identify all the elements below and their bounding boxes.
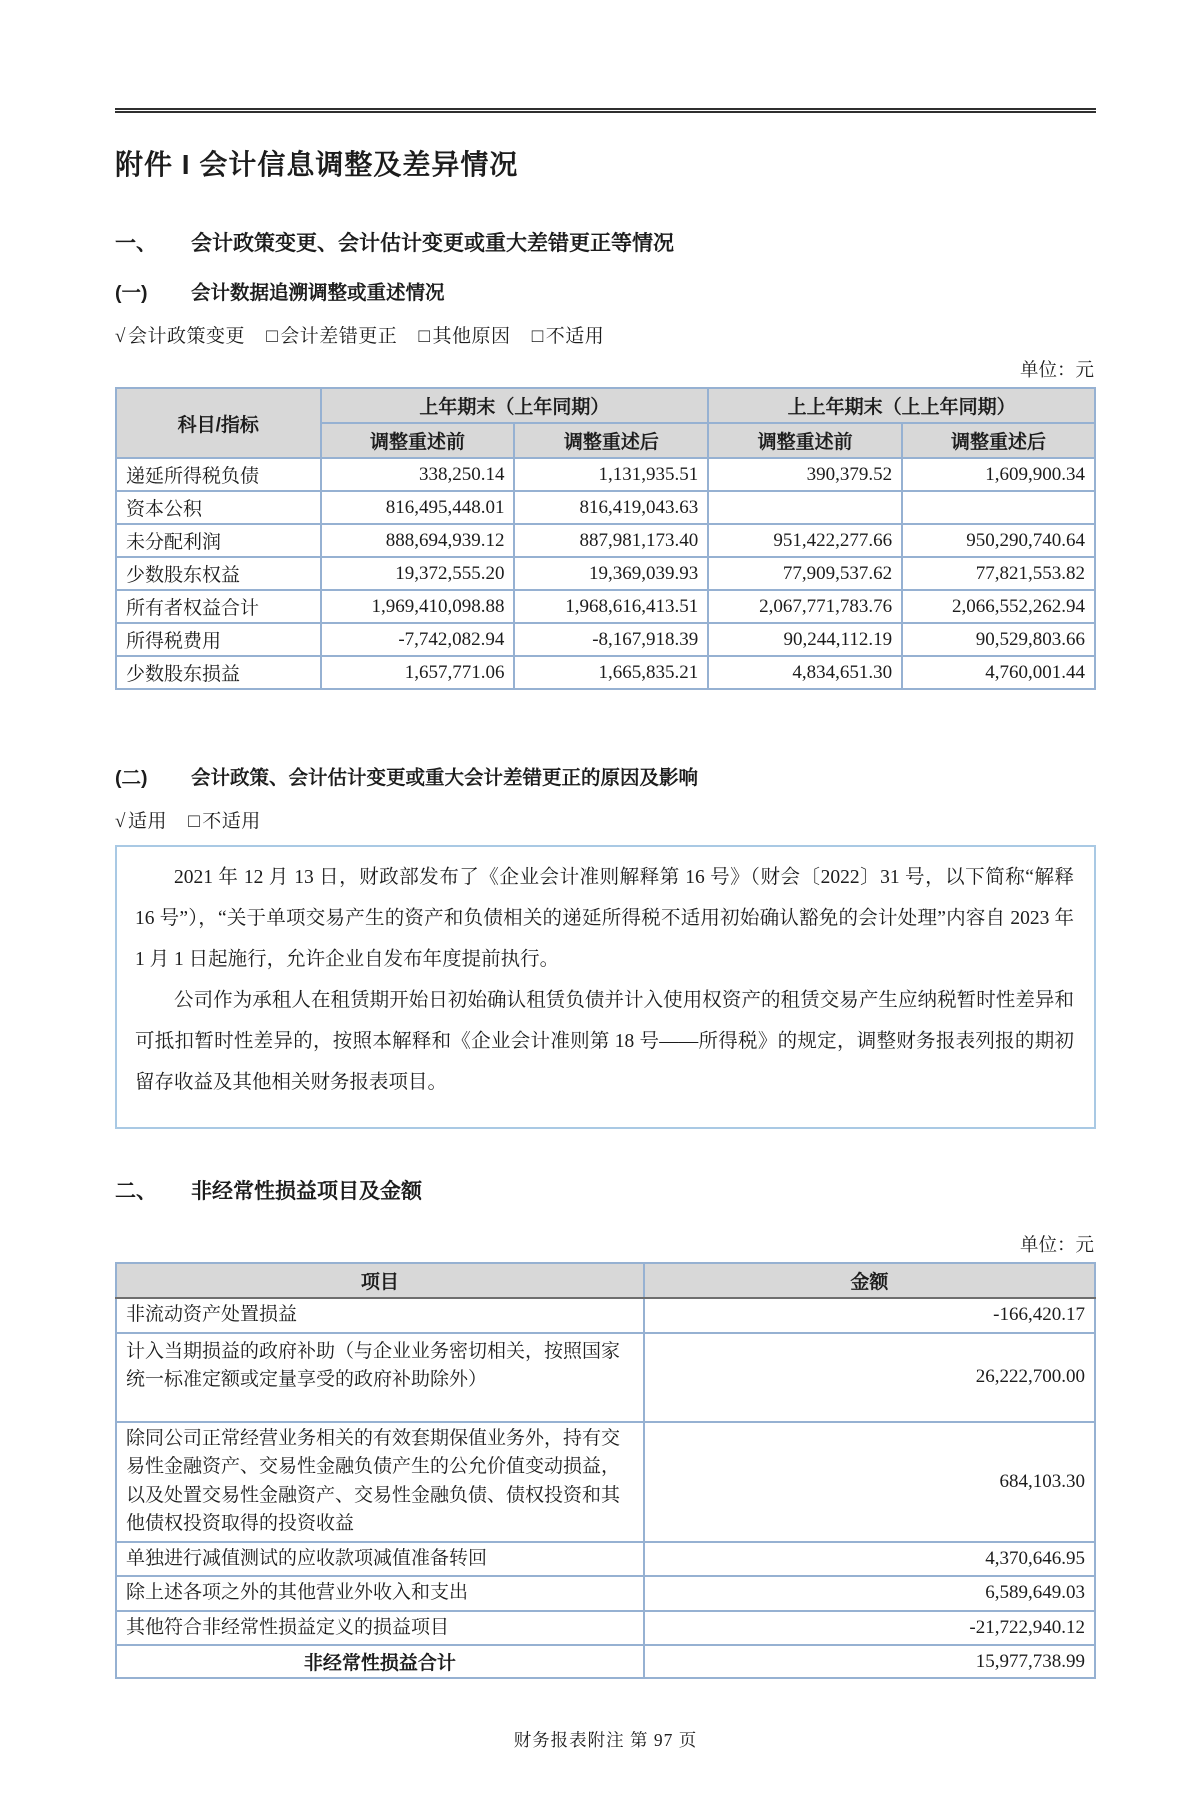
- cell-value: 1,131,935.51: [514, 458, 708, 491]
- cell-value: 1,969,410,098.88: [321, 590, 515, 623]
- table-row: [116, 557, 1095, 590]
- reason-paragraph: 2021 年 12 月 13 日，财政部发布了《企业会计准则解释第 16 号》（财会〔2022〕31 号，以下简称“解释 16 号”），“关于单项交易产生的资产和负债相关的递延所得税不适用初始确认豁免的会计处理”内容自 2023 年 1 月 1 日起施行，允许企业自发布年度提前执行。: [135, 867, 1074, 970]
- cell-value: 2,067,771,783.76: [708, 590, 902, 623]
- restatement-option-line: [115, 321, 1096, 348]
- table-row: [116, 1576, 1095, 1611]
- sub-header-after-2: 调整重述后: [902, 423, 1095, 458]
- row-label: 计入当期损益的政府补助（与企业业务密切相关，按照国家统一标准定额或定量享受的政府补助除外）: [116, 1333, 644, 1422]
- subsection-1-2-heading-text: 会计政策、会计估计变更或重大会计差错更正的原因及影响: [191, 767, 699, 789]
- cell-value: -166,420.17: [644, 1298, 1095, 1333]
- checkbox-icon: □: [188, 811, 201, 832]
- checkbox-icon: □: [266, 326, 279, 347]
- cell-value: 2,066,552,262.94: [902, 590, 1095, 623]
- check-mark-icon: √: [115, 811, 126, 832]
- row-label: 资本公积: [116, 491, 321, 524]
- row-label: 除上述各项之外的其他营业外收入和支出: [116, 1576, 644, 1611]
- row-label: 所有者权益合计: [116, 590, 321, 623]
- cell-value: -21,722,940.12: [644, 1611, 1095, 1646]
- table-row: [116, 656, 1095, 689]
- sub-header-after-1: 调整重述后: [514, 423, 708, 458]
- subsection-1-1-heading-text: 会计数据追溯调整或重述情况: [191, 282, 445, 304]
- reasons-and-impact-box: [115, 845, 1096, 1129]
- cell-value: -8,167,918.39: [514, 623, 708, 656]
- total-row-label: 非经常性损益合计: [116, 1645, 644, 1678]
- option-not-applicable: □ 不适用: [188, 811, 261, 832]
- option-other-reason: □ 其他原因: [418, 326, 511, 347]
- cell-value: 816,495,448.01: [321, 491, 515, 524]
- sub-header-before-2: 调整重述前: [708, 423, 902, 458]
- cell-value: 90,244,112.19: [708, 623, 902, 656]
- table-row: [116, 1298, 1095, 1333]
- section-2-heading: [115, 1175, 1096, 1205]
- nonrecurring-items-table: [115, 1262, 1096, 1679]
- total-row-value: 15,977,738.99: [644, 1645, 1095, 1678]
- table-group-header-row: [116, 388, 1095, 423]
- option-not-applicable: □ 不适用: [531, 326, 605, 347]
- row-label: 除同公司正常经营业务相关的有效套期保值业务外，持有交易性金融资产、交易性金融负债产生的公允价值变动损益，以及处置交易性金融资产、交易性金融负债、债权投资和其他债权投资取得的投资收益: [116, 1422, 644, 1542]
- table-row: [116, 1611, 1095, 1646]
- table-row: [116, 1542, 1095, 1577]
- row-label: 少数股东权益: [116, 557, 321, 590]
- table-row: [116, 524, 1095, 557]
- cell-value: 338,250.14: [321, 458, 515, 491]
- cell-value: 816,419,043.63: [514, 491, 708, 524]
- cell-value: 6,589,649.03: [644, 1576, 1095, 1611]
- section-1-heading-text: 会计政策变更、会计估计变更或重大差错更正等情况: [191, 232, 674, 255]
- row-label: 所得税费用: [116, 623, 321, 656]
- footer-page-note: 财务报表附注 第 97 页: [513, 1730, 698, 1750]
- applicability-option-line: [115, 806, 1096, 833]
- document-page: [0, 108, 1200, 1752]
- cell-value: 684,103.30: [644, 1422, 1095, 1542]
- cell-value: [902, 491, 1095, 524]
- row-label: 单独进行减值测试的应收款项减值准备转回: [116, 1542, 644, 1577]
- header-amount: 金额: [644, 1263, 1095, 1298]
- section-2-number: 二、: [115, 1180, 157, 1203]
- row-label: 其他符合非经常性损益定义的损益项目: [116, 1611, 644, 1646]
- cell-value: 390,379.52: [708, 458, 902, 491]
- cell-value: 1,665,835.21: [514, 656, 708, 689]
- cell-value: 950,290,740.64: [902, 524, 1095, 557]
- table-header-row: [116, 1263, 1095, 1298]
- table-row: [116, 590, 1095, 623]
- table-row: [116, 1333, 1095, 1422]
- checkbox-icon: □: [418, 326, 431, 347]
- sub-header-before-1: 调整重述前: [321, 423, 515, 458]
- cell-value: 951,422,277.66: [708, 524, 902, 557]
- cell-value: -7,742,082.94: [321, 623, 515, 656]
- cell-value: 1,609,900.34: [902, 458, 1095, 491]
- check-mark-icon: √: [115, 326, 126, 347]
- cell-value: 26,222,700.00: [644, 1333, 1095, 1422]
- cell-value: 77,821,553.82: [902, 557, 1095, 590]
- subsection-1-2-heading: [115, 762, 1096, 790]
- reason-paragraph: 公司作为承租人在租赁期开始日初始确认租赁负债并计入使用权资产的租赁交易产生应纳税暂时性差异和可抵扣暂时性差异的，按照本解释和《企业会计准则第 18 号——所得税》的规定，调整财务报表列报的期初留存收益及其他相关财务报表项目。: [135, 990, 1074, 1093]
- unit-label: 单位：元: [1019, 361, 1094, 381]
- row-label: 少数股东损益: [116, 656, 321, 689]
- section-1-heading: [115, 227, 1096, 257]
- table-row: [116, 623, 1095, 656]
- cell-value: 19,369,039.93: [514, 557, 708, 590]
- header-item: 项目: [116, 1263, 644, 1298]
- section-2-heading-text: 非经常性损益项目及金额: [191, 1180, 422, 1203]
- section-1-number: 一、: [115, 232, 157, 255]
- cell-value: 4,370,646.95: [644, 1542, 1095, 1577]
- page-title: 附件 I 会计信息调整及差异情况: [115, 149, 519, 180]
- cell-value: 1,657,771.06: [321, 656, 515, 689]
- cell-value: 19,372,555.20: [321, 557, 515, 590]
- table-row: [116, 458, 1095, 491]
- table-row: [116, 1422, 1095, 1542]
- table-total-row: [116, 1645, 1095, 1678]
- unit-label: 单位：元: [1019, 1236, 1094, 1256]
- option-error-correction: □ 会计差错更正: [266, 326, 398, 347]
- row-label: 非流动资产处置损益: [116, 1298, 644, 1333]
- corner-header-cell: 科目/指标: [116, 388, 321, 458]
- checkbox-icon: □: [531, 326, 544, 347]
- subsection-1-1-number: (一): [115, 282, 148, 304]
- group-header-prior-year: 上年期末（上年同期）: [321, 388, 709, 423]
- cell-value: 888,694,939.12: [321, 524, 515, 557]
- cell-value: 4,834,651.30: [708, 656, 902, 689]
- cell-value: [708, 491, 902, 524]
- cell-value: 77,909,537.62: [708, 557, 902, 590]
- header-rule: [115, 108, 1096, 113]
- group-header-prior-prior-year: 上上年期末（上上年同期）: [708, 388, 1095, 423]
- option-applicable: √ 适用: [115, 811, 167, 832]
- subsection-1-1-heading: [115, 277, 1096, 305]
- cell-value: 4,760,001.44: [902, 656, 1095, 689]
- cell-value: 90,529,803.66: [902, 623, 1095, 656]
- cell-value: 1,968,616,413.51: [514, 590, 708, 623]
- subsection-1-2-number: (二): [115, 767, 148, 789]
- row-label: 未分配利润: [116, 524, 321, 557]
- row-label: 递延所得税负债: [116, 458, 321, 491]
- cell-value: 887,981,173.40: [514, 524, 708, 557]
- adjustment-restatement-table: [115, 387, 1096, 690]
- table-row: [116, 491, 1095, 524]
- option-accounting-policy-change: √ 会计政策变更: [115, 326, 245, 347]
